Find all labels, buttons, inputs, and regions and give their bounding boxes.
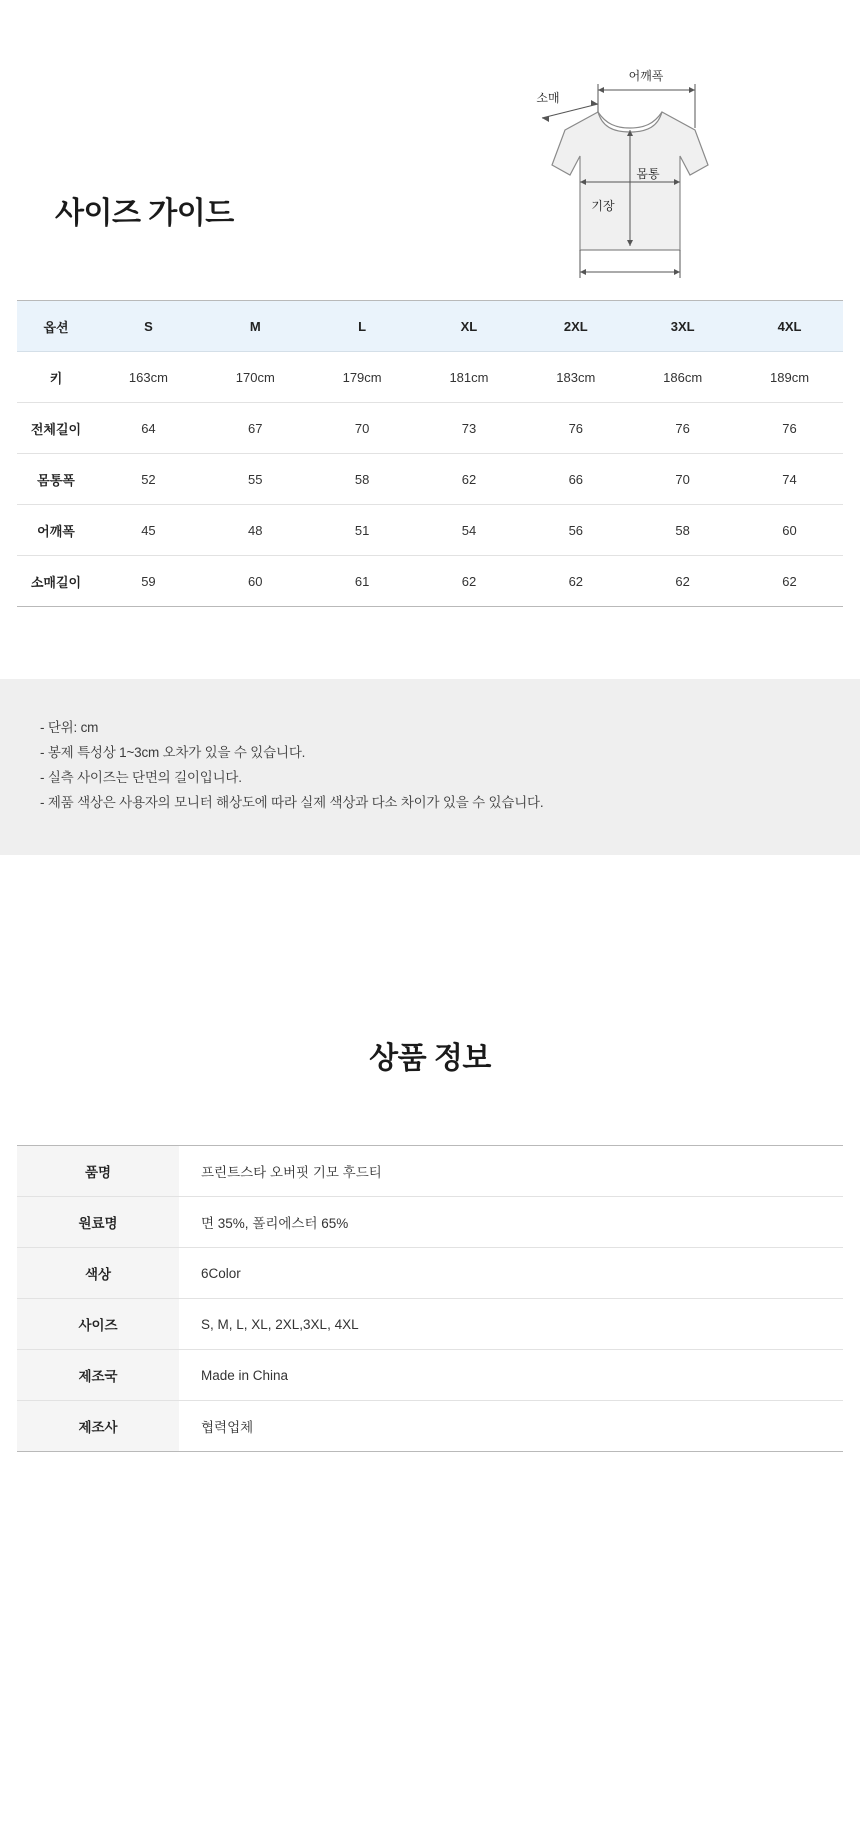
- size-cell: 51: [309, 505, 416, 556]
- size-guide-title: 사이즈 가이드: [55, 197, 234, 230]
- info-row-label: 품명: [17, 1146, 179, 1197]
- size-table-header-cell: L: [309, 301, 416, 352]
- size-cell: 76: [522, 403, 629, 454]
- size-cell: 62: [416, 556, 523, 607]
- size-cell: 54: [416, 505, 523, 556]
- size-table-header-cell: XL: [416, 301, 523, 352]
- size-cell: 64: [95, 403, 202, 454]
- size-table-header-cell: 2XL: [522, 301, 629, 352]
- size-row-label: 키: [17, 352, 95, 403]
- size-cell: 59: [95, 556, 202, 607]
- size-row-label: 몸통폭: [17, 454, 95, 505]
- size-cell: 189cm: [736, 352, 843, 403]
- table-row: [17, 454, 843, 505]
- size-cell: 67: [202, 403, 309, 454]
- note-line: - 실측 사이즈는 단면의 길이입니다.: [40, 770, 242, 785]
- table-row: [17, 1350, 843, 1401]
- info-row-label: 제조국: [17, 1350, 179, 1401]
- size-cell: 76: [629, 403, 736, 454]
- diagram-label-length: 기장: [591, 199, 615, 213]
- info-row-label: 원료명: [17, 1197, 179, 1248]
- size-cell: 58: [309, 454, 416, 505]
- size-cell: 76: [736, 403, 843, 454]
- size-cell: 61: [309, 556, 416, 607]
- size-cell: 170cm: [202, 352, 309, 403]
- size-cell: 48: [202, 505, 309, 556]
- collar-line: [598, 112, 662, 128]
- table-row: [17, 1299, 843, 1350]
- tshirt-measurement-diagram: [520, 60, 750, 290]
- size-row-label: 소매길이: [17, 556, 95, 607]
- size-cell: 73: [416, 403, 523, 454]
- diagram-label-sleeve: 소매: [536, 91, 560, 105]
- size-cell: 74: [736, 454, 843, 505]
- size-notes-box: [0, 679, 860, 855]
- size-cell: 62: [736, 556, 843, 607]
- size-cell: 60: [202, 556, 309, 607]
- bottom-spacer: [0, 1452, 860, 1632]
- size-cell: 62: [522, 556, 629, 607]
- info-row-value: 면 35%, 폴리에스터 65%: [179, 1197, 843, 1248]
- size-cell: 45: [95, 505, 202, 556]
- size-cell: 70: [629, 454, 736, 505]
- size-cell: 60: [736, 505, 843, 556]
- note-line: - 단위: cm: [40, 720, 99, 735]
- info-row-value: S, M, L, XL, 2XL,3XL, 4XL: [179, 1299, 843, 1350]
- size-table-body: [17, 352, 843, 607]
- tshirt-diagram-svg: [520, 60, 750, 290]
- table-row: [17, 1146, 843, 1197]
- table-row: [17, 1197, 843, 1248]
- size-cell: 62: [629, 556, 736, 607]
- table-row: [17, 352, 843, 403]
- size-cell: 186cm: [629, 352, 736, 403]
- size-table-header-cell: 4XL: [736, 301, 843, 352]
- size-table-header-cell: 3XL: [629, 301, 736, 352]
- diagram-label-shoulder: 어깨폭: [628, 69, 664, 83]
- product-info-table: [17, 1145, 843, 1452]
- info-row-label: 색상: [17, 1248, 179, 1299]
- size-table: [17, 300, 843, 607]
- size-table-header-cell: 옵션: [17, 301, 95, 352]
- size-table-head: [17, 301, 843, 352]
- size-row-label: 어깨폭: [17, 505, 95, 556]
- size-cell: 66: [522, 454, 629, 505]
- size-cell: 52: [95, 454, 202, 505]
- size-table-header-cell: S: [95, 301, 202, 352]
- size-cell: 163cm: [95, 352, 202, 403]
- note-line: - 제품 색상은 사용자의 모니터 해상도에 따라 실제 색상과 다소 차이가 있을 수 있습니다.: [40, 795, 544, 810]
- table-row: [17, 1401, 843, 1452]
- size-cell: 183cm: [522, 352, 629, 403]
- product-info-table-container: [0, 1145, 860, 1452]
- size-table-header-cell: M: [202, 301, 309, 352]
- size-guide-header: [0, 0, 860, 300]
- size-cell: 62: [416, 454, 523, 505]
- table-row: [17, 403, 843, 454]
- size-cell: 58: [629, 505, 736, 556]
- product-info-title: 상품 정보: [369, 1042, 491, 1075]
- table-row: [17, 556, 843, 607]
- table-row: [17, 1248, 843, 1299]
- size-cell: 56: [522, 505, 629, 556]
- info-row-label: 사이즈: [17, 1299, 179, 1350]
- size-table-container: [0, 300, 860, 607]
- note-line: - 봉제 특성상 1~3cm 오차가 있을 수 있습니다.: [40, 745, 306, 760]
- size-cell: 179cm: [309, 352, 416, 403]
- info-row-value: 6Color: [179, 1248, 843, 1299]
- size-row-label: 전체길이: [17, 403, 95, 454]
- info-row-value: Made in China: [179, 1350, 843, 1401]
- info-row-value: 프린트스타 오버핏 기모 후드티: [179, 1146, 843, 1197]
- info-row-value: 협력업체: [179, 1401, 843, 1452]
- diagram-label-chest: 몸통: [636, 167, 660, 181]
- info-row-label: 제조사: [17, 1401, 179, 1452]
- size-cell: 181cm: [416, 352, 523, 403]
- size-cell: 70: [309, 403, 416, 454]
- size-cell: 55: [202, 454, 309, 505]
- table-row: [17, 505, 843, 556]
- size-table-header-row: [17, 301, 843, 352]
